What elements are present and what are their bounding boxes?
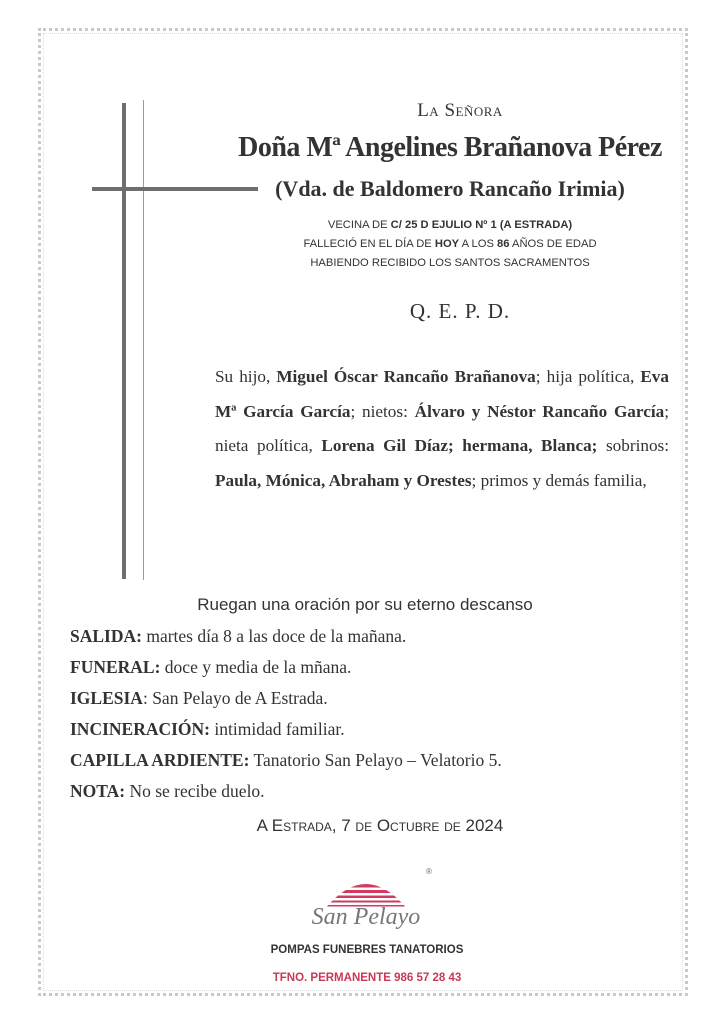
company-tagline: POMPAS FUNEBRES TANATORIOS bbox=[270, 944, 464, 956]
place-and-date: A Estrada, 7 de Octubre de 2024 bbox=[256, 816, 504, 835]
qepd: Q. E. P. D. bbox=[409, 299, 511, 323]
detail-iglesia bbox=[70, 688, 670, 709]
detail-capilla bbox=[70, 750, 670, 771]
family-text: Su hijo, bbox=[215, 367, 277, 386]
san-pelayo-logo bbox=[296, 860, 436, 940]
family-text: sobrinos: bbox=[597, 436, 670, 455]
vecina-line bbox=[260, 219, 640, 231]
cross-vertical-bar bbox=[122, 103, 126, 579]
fallecio-text-2: A LOS bbox=[459, 238, 498, 250]
deceased-name: Doña Mª Angelines Brañanova Pérez bbox=[238, 132, 662, 163]
family-text: ; nieta política, bbox=[215, 401, 670, 455]
family-name: Paula, Mónica, Abraham y Orestes bbox=[215, 470, 472, 490]
fallecio-hoy: HOY bbox=[434, 238, 460, 250]
detail-key: NOTA: bbox=[70, 781, 126, 801]
family-paragraph bbox=[215, 360, 669, 498]
vecina-label: VECINA DE bbox=[327, 219, 391, 231]
detail-key: SALIDA: bbox=[70, 626, 142, 646]
vecina-address: C/ 25 D EJULIO Nº 1 (A ESTRADA) bbox=[390, 219, 573, 231]
detail-incineracion bbox=[70, 719, 670, 740]
logo-registered-mark: ® bbox=[426, 867, 432, 876]
detail-key: FUNERAL: bbox=[70, 657, 161, 677]
detail-value: intimidad familiar. bbox=[210, 719, 345, 739]
detail-funeral bbox=[70, 657, 670, 678]
detail-key: IGLESIA bbox=[70, 688, 143, 708]
fallecio-text-1: FALLECIÓ EN EL DÍA DE bbox=[303, 238, 435, 250]
family-text: ; nietos: bbox=[350, 401, 415, 421]
sacramentos-line: HABIENDO RECIBIDO LOS SANTOS SACRAMENTOS bbox=[310, 257, 590, 269]
detail-nota bbox=[70, 781, 670, 802]
phone-number: TFNO. PERMANENTE 986 57 28 43 bbox=[272, 972, 462, 984]
logo-text: San Pelayo bbox=[311, 904, 421, 930]
family-name: Álvaro y Néstor Rancaño García bbox=[414, 401, 665, 421]
family-name: Miguel Óscar Rancaño Brañanova bbox=[276, 367, 536, 386]
detail-value: doce y media de la mñana. bbox=[160, 657, 352, 677]
family-name: Eva Mª García García bbox=[215, 367, 669, 421]
title-la-senora: La Señora bbox=[417, 100, 503, 121]
detail-key: INCINERACIÓN: bbox=[70, 719, 211, 739]
detail-value: Tanatorio San Pelayo – Velatorio 5. bbox=[249, 750, 502, 770]
detail-salida bbox=[70, 626, 670, 647]
detail-value: No se recibe duelo. bbox=[125, 781, 265, 801]
logo-dome-icon bbox=[316, 866, 416, 907]
family-text: ; primos y demás familia, bbox=[471, 470, 647, 490]
detail-value: : San Pelayo de A Estrada. bbox=[142, 688, 328, 708]
fallecio-line bbox=[260, 238, 640, 250]
family-text: ; hija política, bbox=[535, 367, 641, 386]
widow-of: (Vda. de Baldomero Rancaño Irimia) bbox=[275, 176, 625, 201]
detail-value: martes día 8 a las doce de la mañana. bbox=[141, 626, 407, 646]
cross-horizontal-bar bbox=[92, 187, 258, 191]
fallecio-text-3: AÑOS DE EDAD bbox=[509, 238, 597, 250]
cross-vertical-thin-line bbox=[143, 100, 144, 580]
prayer-request: Ruegan una oración por su eterno descanso bbox=[197, 595, 533, 614]
family-name: Lorena Gil Díaz; hermana, Blanca; bbox=[321, 436, 598, 455]
detail-key: CAPILLA ARDIENTE: bbox=[70, 750, 250, 770]
fallecio-age: 86 bbox=[497, 238, 510, 250]
